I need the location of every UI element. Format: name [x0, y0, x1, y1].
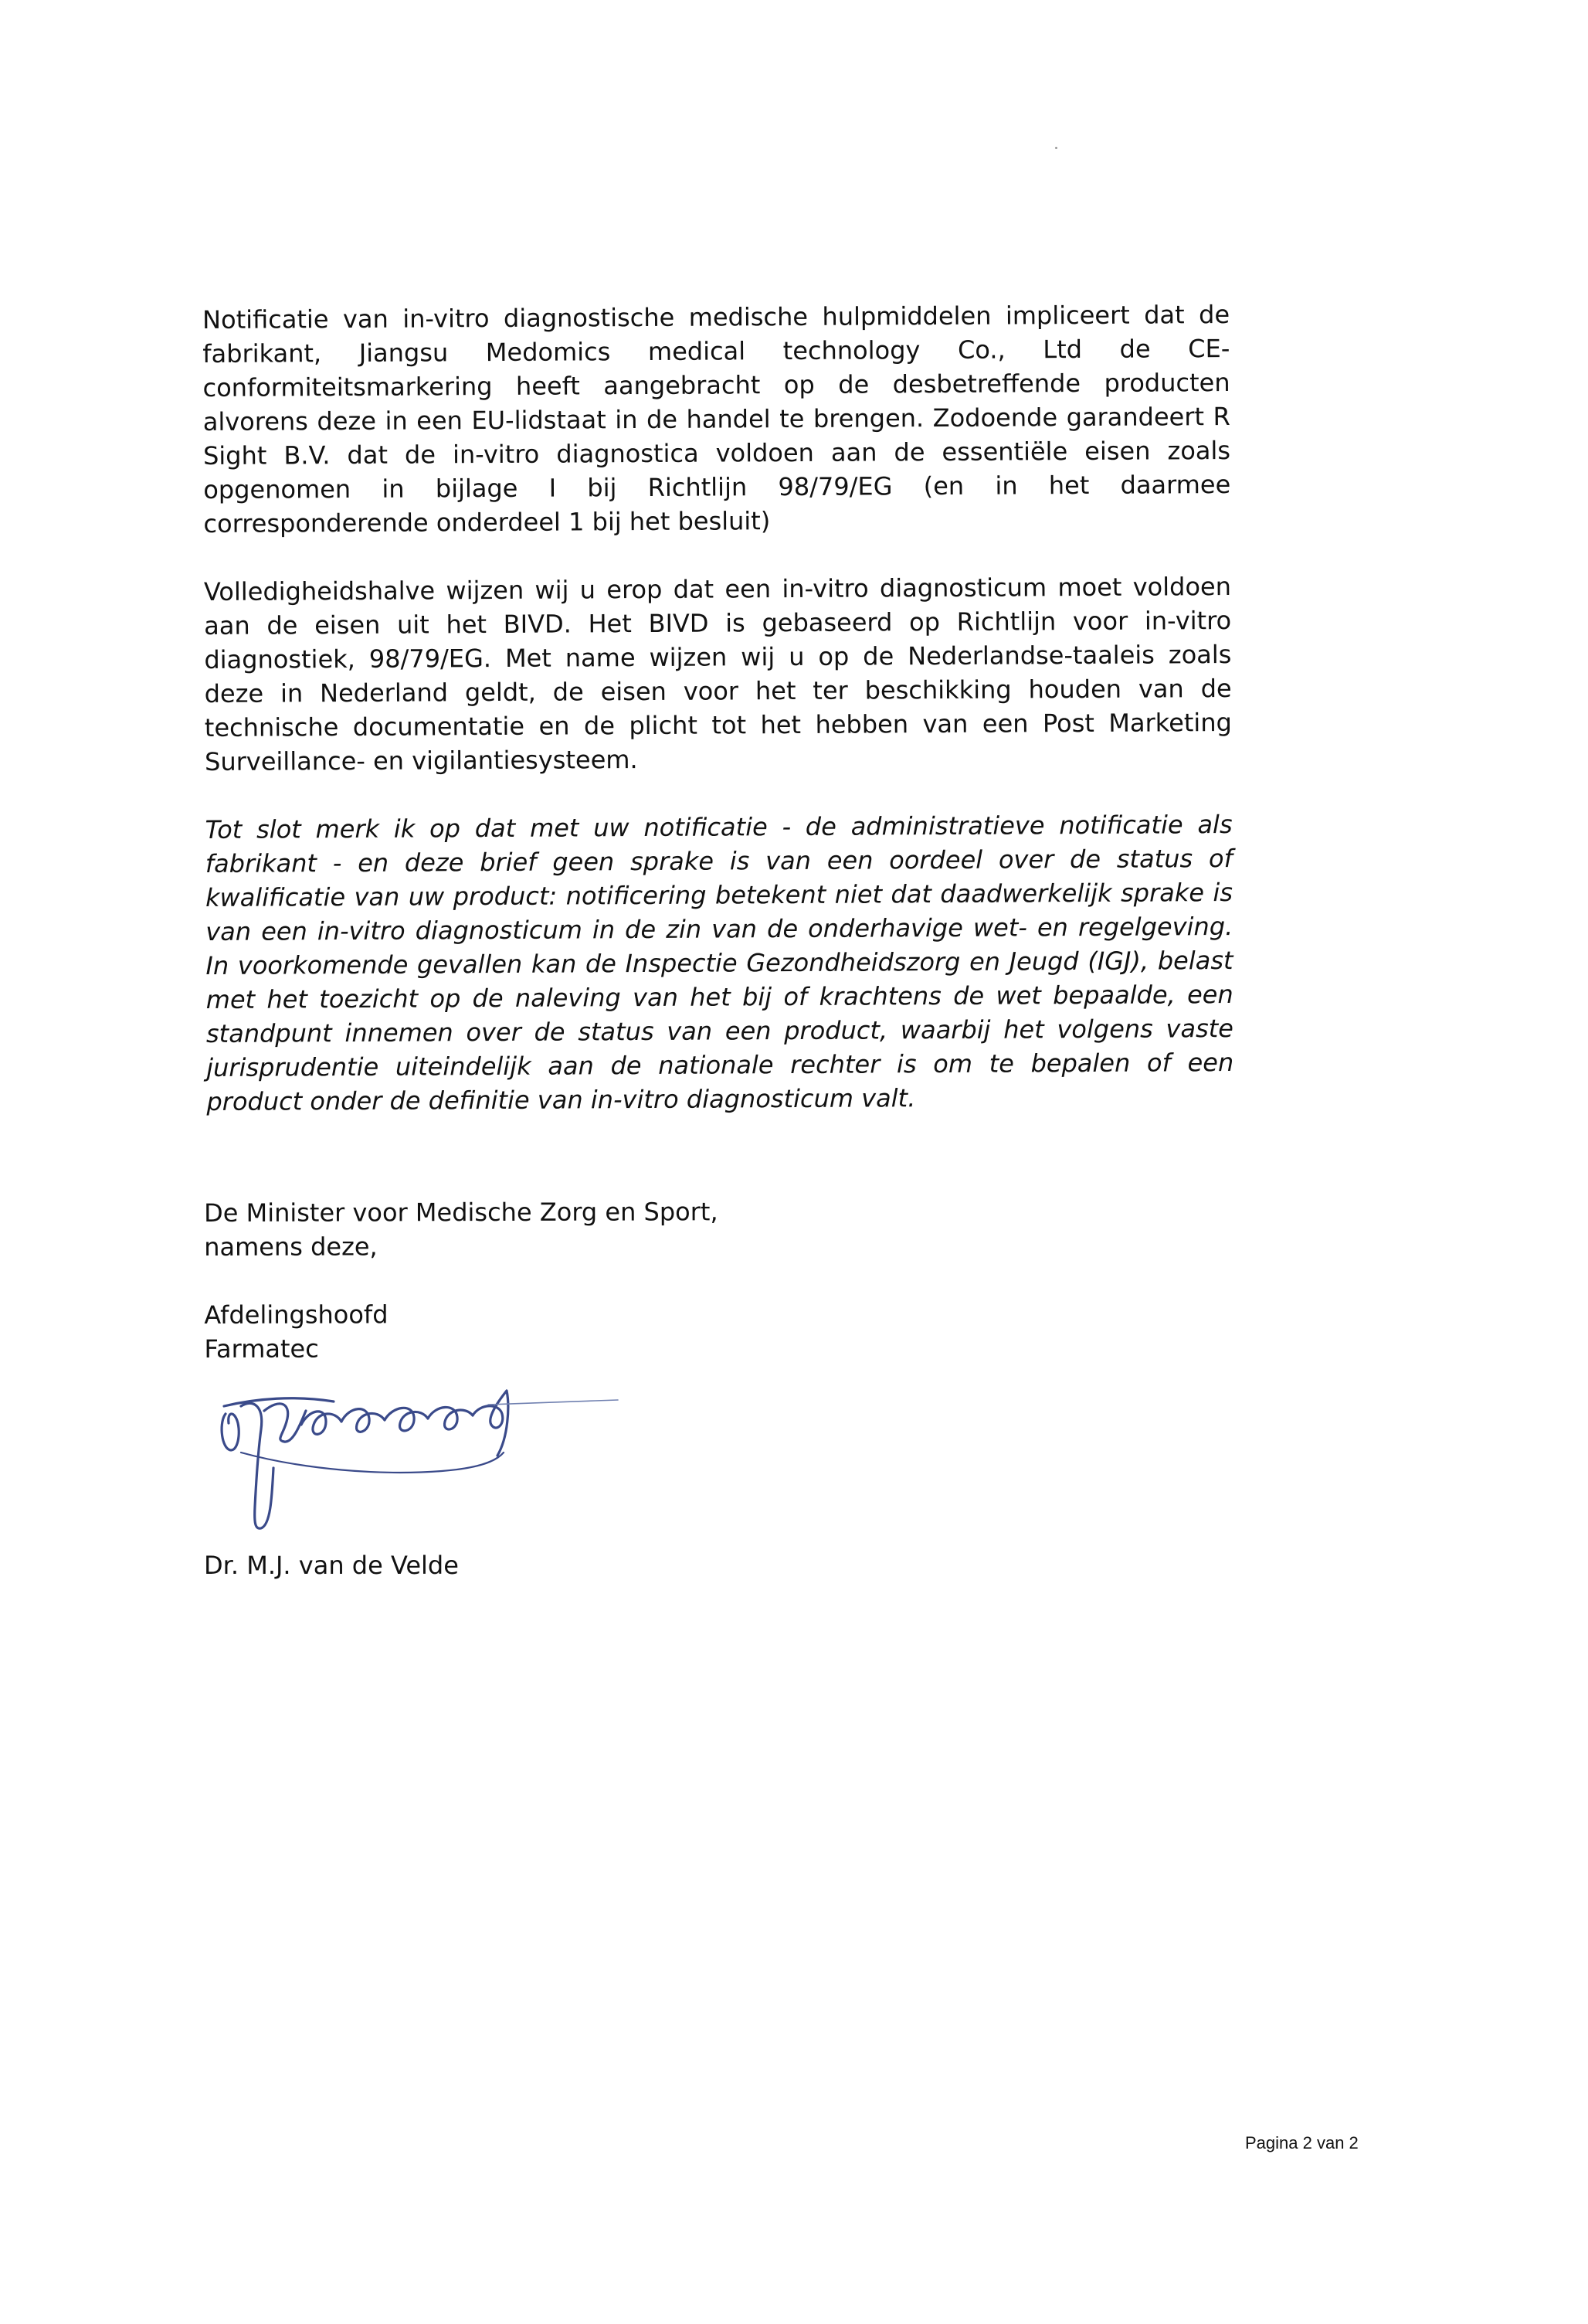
closing-block — [204, 1194, 718, 1366]
closing-department-head: Afdelingshoofd — [204, 1300, 389, 1330]
closing-minister: De Minister voor Medische Zorg en Sport, — [204, 1197, 718, 1228]
letter-body — [202, 297, 1234, 1119]
paragraph-disclaimer: Tot slot merk ik op dat met uw notificatie - de administratieve notificatie als fabrikant - en deze brief geen sprake is van een oordeel over de status of kwalificatie van uw product: notificering betekent niet dat daadwerkelijk sprake is van een in-vitro diagnosticum in de zin van de onderhavige wet- en regelgeving. In voorkomende gevallen kan de Inspectie Gezondheidszorg en Jeugd (IGJ), belast met het toezicht op de naleving van het bij of krachtens de wet bepaalde, een standpunt innemen over de status van een product, waarbij het volgens vaste jurisprudentie uiteindelijk aan de nationale rechter is om te bepalen of een product onder de definitie van in-vitro diagnosticum valt. — [205, 810, 1234, 1116]
handwritten-signature — [210, 1375, 658, 1545]
closing-on-behalf: namens deze, — [204, 1232, 378, 1262]
closing-department: Farmatec — [204, 1334, 319, 1364]
page-number: Pagina 2 van 2 — [1245, 2133, 1359, 2152]
paragraph-notification: Notificatie van in-vitro diagnostische medische hulpmiddelen impliceert dat de fabrikant, Jiangsu Medomics medical technology Co., Ltd de CE-conformiteitsmarkering heeft aangebracht op de desbetreffende producten alvorens deze in een EU-lidstaat in de handel te brengen. Zodoende garandeert R Sight B.V. dat de in-vitro diagnostica voldoen aan de essentiële eisen zoals opgenomen in bijlage I bij Richtlijn 98/79/EG (en in het daarmee corresponderende onderdeel 1 bij het besluit) — [202, 300, 1231, 539]
signer-name: Dr. M.J. van de Velde — [204, 1551, 459, 1580]
paragraph-completeness: Volledigheidshalve wijzen wij u erop dat een in-vitro diagnosticum moet voldoen aan de eisen uit het BIVD. Het BIVD is gebaseerd op Richtlijn voor in-vitro diagnostiek, 98/79/EG. Met name wijzen wij u op de Nederlandse-taaleis zoals deze in Nederland geldt, de eisen voor het ter beschikking houden van de technische documentatie en de plicht tot het hebben van een Post Marketing Surveillance- en vigilantiesysteem. — [203, 572, 1232, 776]
scan-speck — [1055, 147, 1057, 149]
